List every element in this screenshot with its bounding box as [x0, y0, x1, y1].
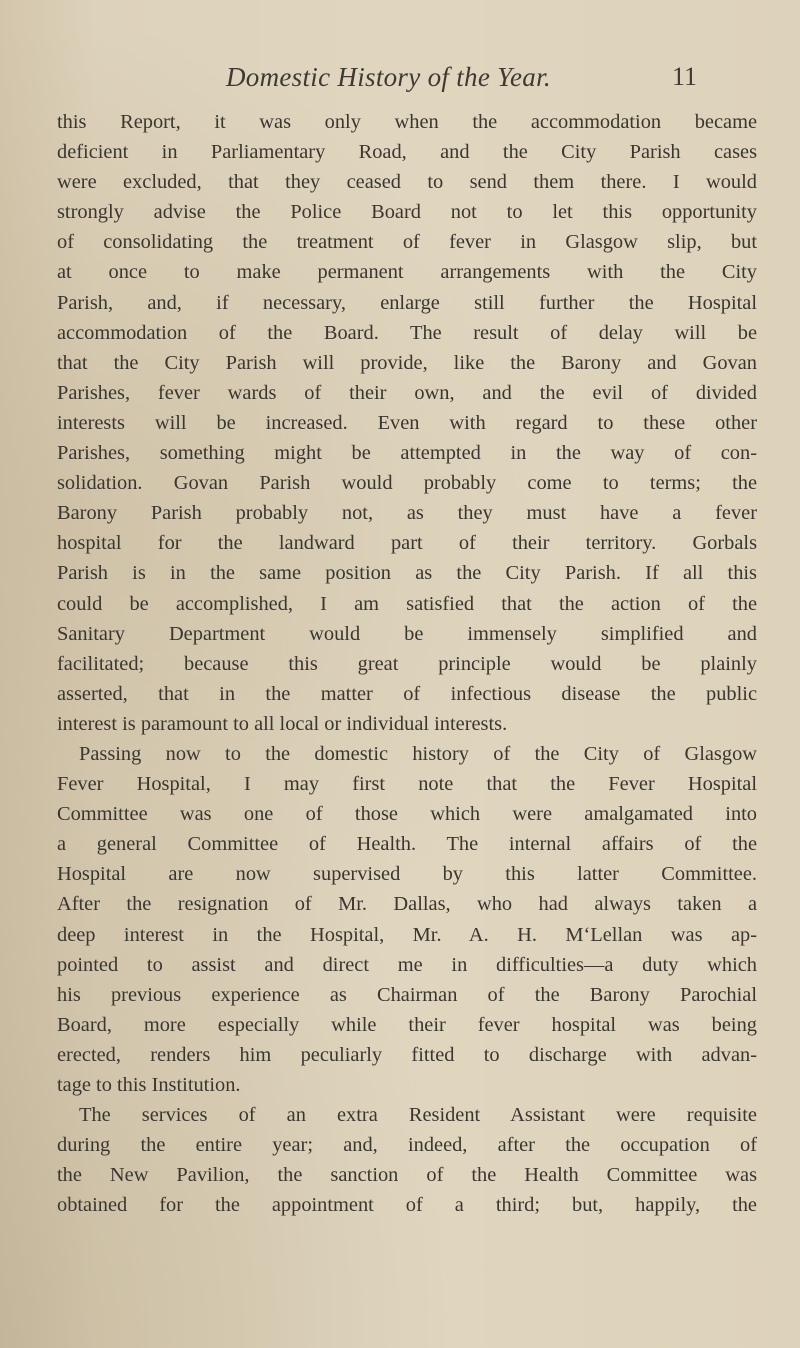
text-line: strongly advise the Police Board not to let this opportunity: [57, 201, 757, 224]
text-line: at once to make permanent arrangements with the City: [57, 261, 757, 284]
text-line: facilitated; because this great principle would be plainly: [57, 652, 757, 675]
text-line: pointed to assist and direct me in difficulties—a duty which: [57, 953, 757, 976]
text-line: Barony Parish probably not, as they must have a fever: [57, 502, 757, 525]
text-line: accommodation of the Board. The result of delay will be: [57, 321, 757, 344]
text-line: erected, renders him peculiarly fitted to discharge with advan-: [57, 1043, 757, 1066]
text-line: obtained for the appointment of a third; but, happily, the: [57, 1194, 757, 1217]
text-line: a general Committee of Health. The internal affairs of the: [57, 833, 757, 856]
text-line: during the entire year; and, indeed, after the occupation of: [57, 1134, 757, 1157]
text-line: interests will be increased. Even with regard to these other: [57, 411, 757, 434]
text-line: Fever Hospital, I may first note that the Fever Hospital: [57, 773, 757, 796]
text-line: of consolidating the treatment of fever in Glasgow slip, but: [57, 231, 757, 254]
text-line: deep interest in the Hospital, Mr. A. H. M‘Lellan was ap-: [57, 923, 757, 946]
text-line: Hospital are now supervised by this latter Committee.: [57, 863, 757, 886]
text-line: were excluded, that they ceased to send them there. I would: [57, 171, 757, 194]
text-line: tage to this Institution.: [57, 1074, 241, 1096]
text-line: his previous experience as Chairman of the Barony Parochial: [57, 983, 757, 1006]
body-text: [57, 107, 757, 1220]
page-header: [0, 62, 800, 102]
text-line: After the resignation of Mr. Dallas, who had always taken a: [57, 893, 757, 916]
text-line: the New Pavilion, the sanction of the Health Committee was: [57, 1164, 757, 1187]
running-title: Domestic History of the Year.: [226, 62, 551, 92]
text-line: The services of an extra Resident Assistant were requisite: [79, 1104, 757, 1127]
page-number: 11: [672, 62, 698, 91]
text-line: Parish, and, if necessary, enlarge still further the Hospital: [57, 291, 757, 314]
text-line: Passing now to the domestic history of the City of Glasgow: [79, 742, 757, 765]
text-line: hospital for the landward part of their territory. Gorbals: [57, 532, 757, 555]
text-line: could be accomplished, I am satisfied that the action of the: [57, 592, 757, 615]
text-line: Parishes, something might be attempted in the way of con-: [57, 442, 757, 465]
text-line: that the City Parish will provide, like the Barony and Govan: [57, 351, 757, 374]
text-line: Sanitary Department would be immensely simplified and: [57, 622, 757, 645]
text-line: this Report, it was only when the accommodation became: [57, 111, 757, 133]
text-line: Parish is in the same position as the City Parish. If all this: [57, 562, 757, 585]
text-line: Board, more especially while their fever hospital was being: [57, 1013, 757, 1036]
text-line: solidation. Govan Parish would probably come to terms; the: [57, 472, 757, 495]
text-line: asserted, that in the matter of infectious disease the public: [57, 682, 757, 705]
text-line: interest is paramount to all local or individual interests.: [57, 712, 508, 735]
text-line: deficient in Parliamentary Road, and the City Parish cases: [57, 141, 757, 164]
text-line: Committee was one of those which were amalgamated into: [57, 803, 757, 826]
text-line: Parishes, fever wards of their own, and the evil of divided: [57, 381, 757, 404]
